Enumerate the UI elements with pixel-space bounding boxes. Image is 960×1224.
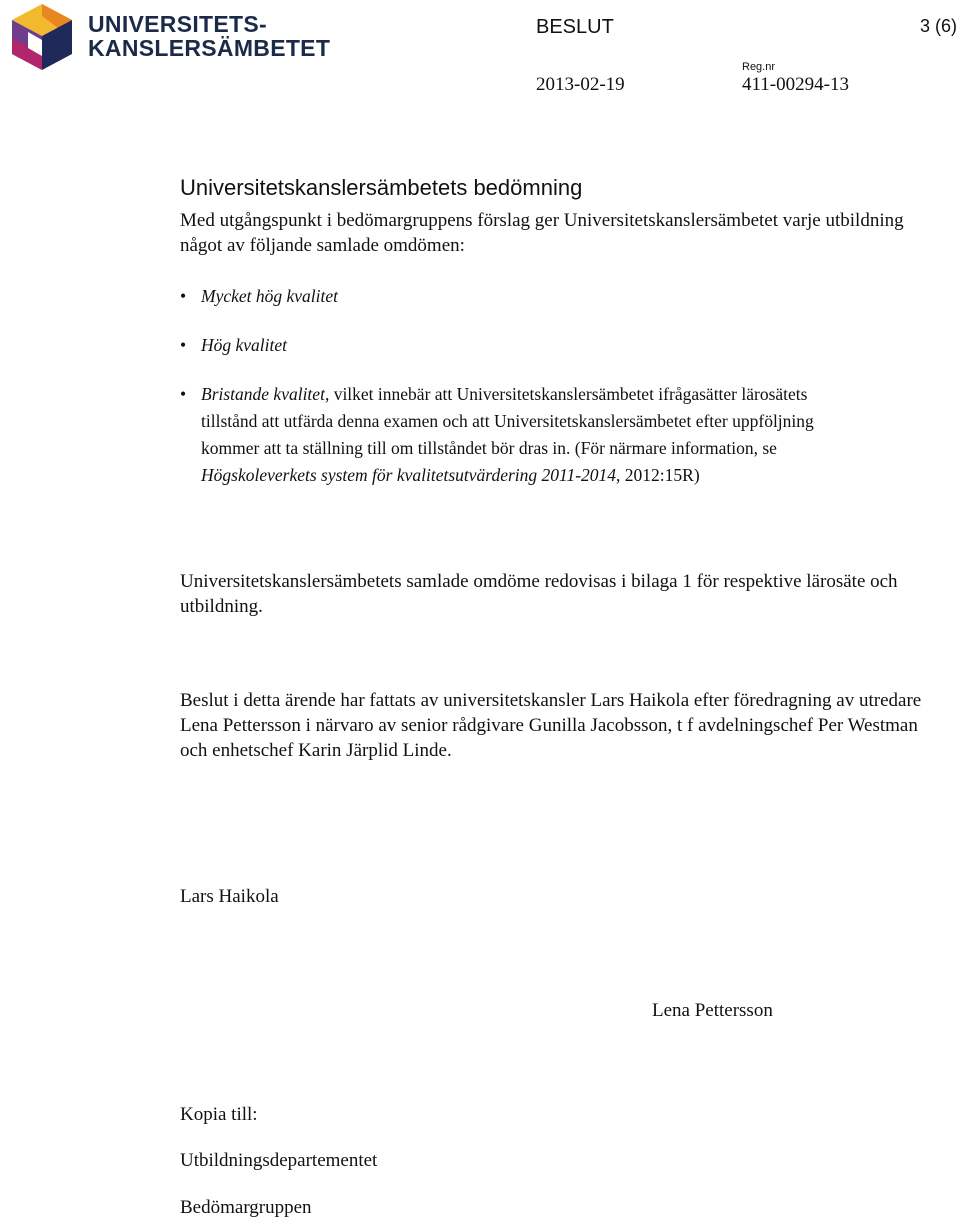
copy-label: Kopia till:: [180, 1104, 258, 1125]
bullet: •: [180, 335, 187, 355]
copy-recipient: Utbildningsdepartementet: [180, 1150, 378, 1171]
reference-tail: , 2012:15R): [616, 465, 700, 485]
list-item: [180, 332, 820, 359]
rating-label: Bristande kvalitet: [201, 384, 325, 404]
agency-logo: [6, 2, 331, 72]
bullet: •: [180, 286, 187, 306]
logo-line-1: UNIVERSITETS-: [88, 11, 267, 37]
list-item: [180, 283, 820, 310]
bullet: •: [180, 384, 187, 404]
reference-title: Högskoleverkets system för kvalitetsutvärdering 2011-2014: [201, 465, 617, 485]
rating-description: , vilket innebär att Universitetskanslersämbetet ifrågasätter lärosätets tillstånd att utfärda denna examen och att Universitetskanslersämbetet efter uppföljning kommer att ta ställning till om tillståndet bör dras in. (För närmare information, se: [201, 384, 814, 458]
section-heading: Universitetskanslersämbetets bedömning: [180, 175, 583, 200]
copy-recipient: Bedömargruppen: [180, 1197, 312, 1218]
decision-paragraph: Beslut i detta ärende har fattats av universitetskansler Lars Haikola efter föredragning av utredare Lena Pettersson i närvaro av senior rådgivare Gunilla Jacobsson, t f avdelningschef Per Westman och enhetschef Karin Järplid Linde.: [180, 690, 922, 761]
summary-paragraph: Universitetskanslersämbetets samlade omdöme redovisas i bilaga 1 för respektive lärosäte och utbildning.: [180, 571, 898, 617]
rating-label: Mycket hög kvalitet: [201, 286, 339, 306]
list-item: [180, 381, 820, 489]
signature-chancellor: Lars Haikola: [180, 886, 279, 907]
registration-label: Reg.nr: [742, 61, 776, 73]
rating-label: Hög kvalitet: [201, 335, 288, 355]
intro-paragraph: Med utgångspunkt i bedömargruppens förslag ger Universitetskanslersämbetet varje utbildning något av följande samlade omdömen:: [180, 210, 904, 256]
logo-line-2: KANSLERSÄMBETET: [88, 35, 331, 61]
cube-logo-icon: [6, 2, 78, 72]
signature-investigator: Lena Pettersson: [652, 1000, 773, 1021]
page-number: 3 (6): [920, 16, 958, 36]
document-type: BESLUT: [536, 16, 614, 38]
logo-wordmark: [88, 12, 330, 60]
document-date: 2013-02-19: [536, 74, 625, 95]
registration-number: 411-00294-13: [742, 74, 849, 95]
rating-list: [180, 283, 820, 489]
